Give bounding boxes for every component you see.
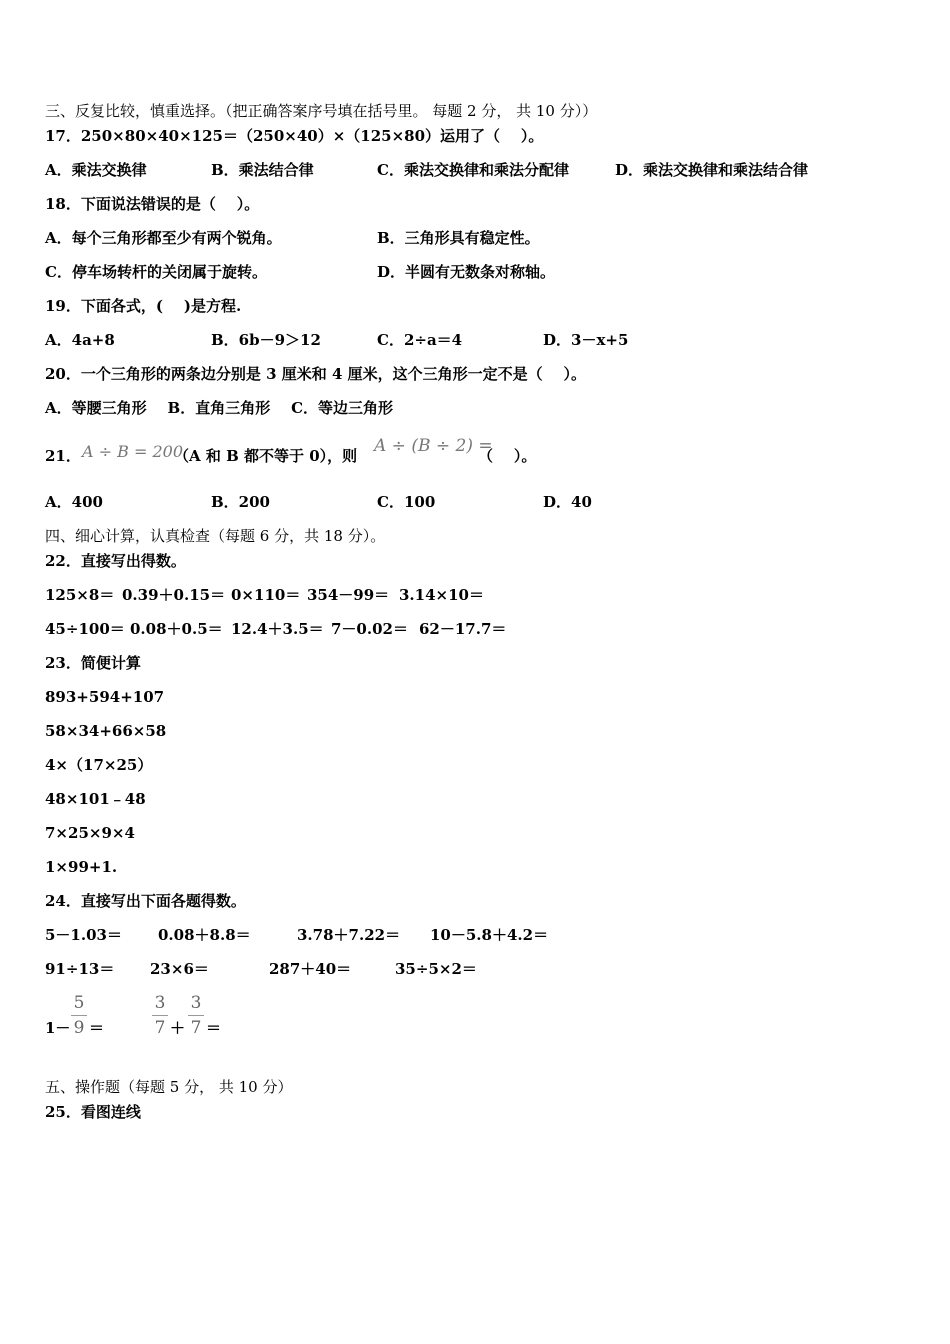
q22-item: 7－0.02＝ [331,620,408,638]
q18-option-a: A．每个三角形都至少有两个锐角。 [45,229,282,247]
q19-option-c: C．2÷a＝4 [377,331,463,349]
q17-option-a: A．乘法交换律 [45,161,147,179]
q20-stem: 20．一个三角形的两条边分别是 3 厘米和 4 厘米，这个三角形一定不是（ ）。 [45,365,587,383]
q24-item: 91÷13＝ [45,960,115,978]
q24-item: 35÷5×2＝ [395,960,477,978]
q21-option-a: A．400 [45,493,103,511]
q21-option-d: D．40 [543,493,592,511]
fraction-bar [71,1015,87,1016]
q20-options: A．等腰三角形 B．直角三角形 C．等边三角形 [45,399,394,417]
q19-option-b: B．6b－9＞12 [211,331,321,349]
fraction-numerator: 3 [190,993,202,1013]
q19-option-d: D．3－x+5 [543,331,629,349]
q22-item: 125×8＝ [45,586,115,604]
fraction-bar [188,1015,204,1016]
q17-option-c: C．乘法交换律和乘法分配律 [377,161,569,179]
fraction-bar [152,1015,168,1016]
fraction-denominator: 7 [190,1018,202,1038]
q25-stem: 25．看图连线 [45,1103,141,1121]
q23-item: 7×25×9×4 [45,824,135,842]
q22-item: 0×110＝ [231,586,301,604]
plus-sign: ＋ [170,1019,186,1037]
q23-item: 1×99+1. [45,858,118,876]
q24-item: 287＋40＝ [269,960,352,978]
fraction-numerator: 3 [154,993,166,1013]
q23-item: 48×101﹣48 [45,790,146,808]
q24-item: 0.08＋8.8＝ [158,926,251,944]
q23-item: 58×34+66×58 [45,722,167,740]
q17-option-b: B．乘法结合律 [211,161,314,179]
q21-blank: （ ）。 [478,447,537,465]
q24-item: 3.78＋7.22＝ [297,926,401,944]
q17-stem: 17．250×80×40×125＝（250×40）×（125×80）运用了（ ）。 [45,127,544,145]
fraction-denominator: 9 [73,1018,85,1038]
section-5-title: 五、操作题（每题 5 分， 共 10 分） [45,1078,293,1096]
q22-item: 354－99＝ [307,586,390,604]
q18-option-b: B．三角形具有稳定性。 [377,229,540,247]
q21-condition: （A 和 B 都不等于 0），则 [174,447,358,465]
q18-option-c: C．停车场转杆的关闭属于旋转。 [45,263,267,281]
q18-stem: 18．下面说法错误的是（ ）。 [45,195,260,213]
q21-option-c: C．100 [377,493,436,511]
q19-stem: 19．下面各式，( )是方程. [45,297,242,315]
q21-formula-2: A ÷ (B ÷ 2) = [374,436,493,456]
equals-sign: ＝ [89,1019,105,1037]
q18-option-d: D．半圆有无数条对称轴。 [377,263,556,281]
q21-number: 21． [45,447,81,465]
q22-item: 45÷100＝ [45,620,125,638]
q23-item: 893+594+107 [45,688,165,706]
fraction [152,993,168,1038]
section-4-title: 四、细心计算，认真检查（每题 6 分，共 18 分）。 [45,527,386,545]
q17-option-d: D．乘法交换律和乘法结合律 [615,161,809,179]
q22-item: 0.08＋0.5＝ [130,620,223,638]
fraction [71,993,87,1038]
fraction [188,993,204,1038]
fraction-denominator: 7 [154,1018,166,1038]
q22-item: 0.39＋0.15＝ [122,586,226,604]
q22-item: 12.4＋3.5＝ [231,620,324,638]
q21-formula-1: A ÷ B = 200 [82,442,184,461]
q22-item: 3.14×10＝ [399,586,484,604]
q24-item: 23×6＝ [150,960,209,978]
q24-stem: 24．直接写出下面各题得数。 [45,892,246,910]
q24-item: 5－1.03＝ [45,926,122,944]
fraction-numerator: 5 [73,993,85,1013]
q23-item: 4×（17×25） [45,756,153,774]
q23-stem: 23．简便计算 [45,654,141,672]
section-3-title: 三、反复比较，慎重选择。（把正确答案序号填在括号里。 每题 2 分， 共 10 分）） [45,102,598,120]
q21-option-b: B．200 [211,493,270,511]
q19-option-a: A．4a+8 [45,331,115,349]
q22-item: 62－17.7＝ [419,620,507,638]
equals-sign: ＝ [206,1019,222,1037]
q22-stem: 22．直接写出得数。 [45,552,186,570]
q24-item: 10－5.8＋4.2＝ [430,926,549,944]
q24-fraction-prefix: 1－ [45,1019,71,1037]
